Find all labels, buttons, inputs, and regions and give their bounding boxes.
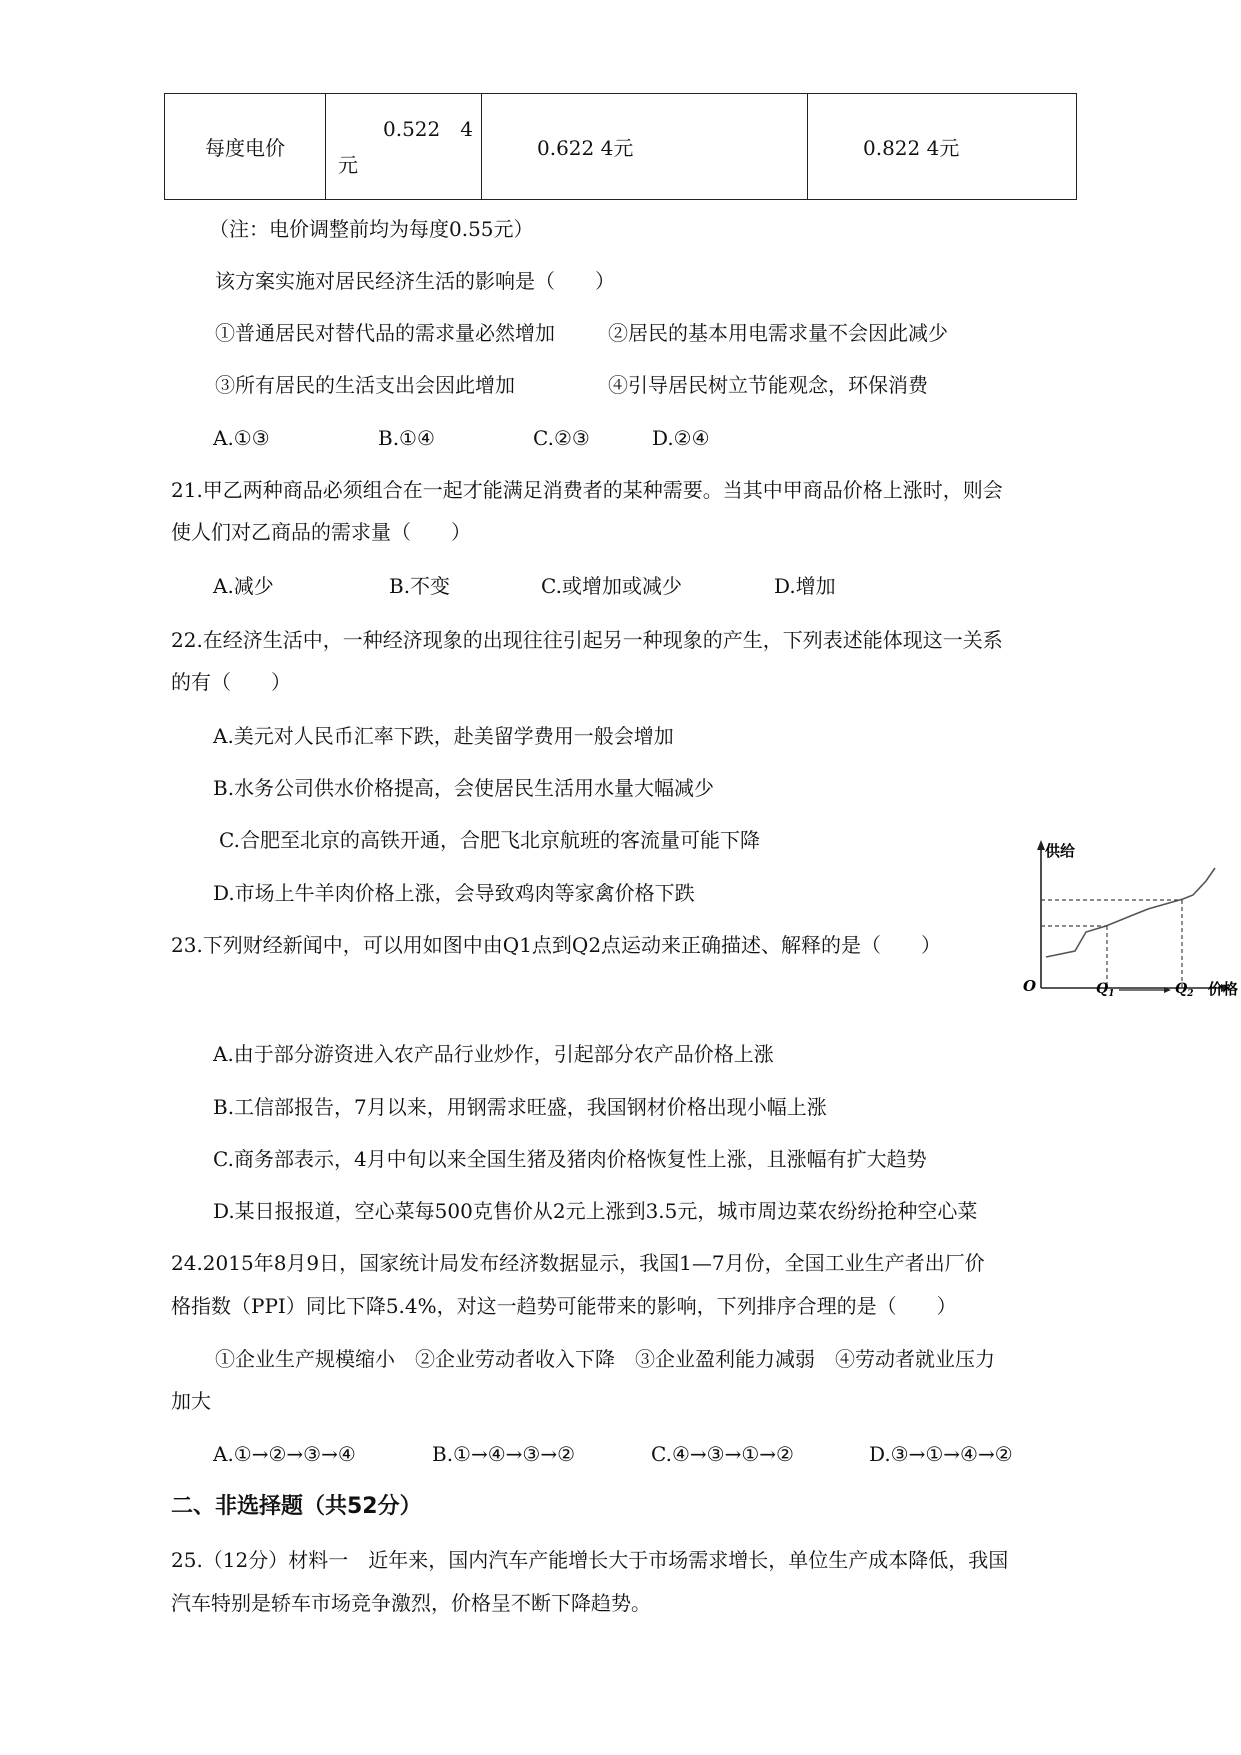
y-axis-arrow [1037, 840, 1045, 850]
table-cell-price-2: 0.622 4元 [482, 94, 808, 200]
q24-stem-line-1: 24.2015年8月9日，国家统计局发布经济数据显示，我国1—7月份，全国工业生产者出厂价 [171, 1251, 985, 1275]
table-cell-price-3: 0.822 4元 [808, 94, 1077, 200]
q22-option-c: C.合肥至北京的高铁开通，合肥飞北京航班的客流量可能下降 [219, 828, 760, 852]
q20-option-a: A.①③ [213, 426, 270, 450]
q21-stem-line-1: 21.甲乙两种商品必须组合在一起才能满足消费者的某种需要。当其中甲商品价格上涨时，则会 [171, 478, 1003, 502]
q25-material-line-2: 汽车特别是轿车市场竞争激烈，价格呈不断下降趋势。 [171, 1591, 651, 1615]
section-title: 二、非选择题（共52分） [171, 1494, 422, 1519]
q24-option-b: B.①→④→③→② [432, 1442, 576, 1466]
table-note: （注：电价调整前均为每度0.55元） [209, 217, 534, 241]
price-1-value: 0.522 4 [383, 116, 473, 141]
q23-option-c: C.商务部表示，4月中旬以来全国生猪及猪肉价格恢复性上涨，且涨幅有扩大趋势 [213, 1147, 927, 1171]
q23-stem: 23.下列财经新闻中，可以用如图中由Q1点到Q2点运动来正确描述、解释的是（ ） [171, 933, 942, 957]
q24-option-a: A.①→②→③→④ [213, 1442, 356, 1466]
q21-option-a: A.减少 [213, 574, 274, 598]
q22-option-d: D.市场上牛羊肉价格上涨，会导致鸡肉等家禽价格下跌 [213, 881, 695, 905]
q2-letter: Q [1175, 981, 1188, 997]
q1-subscript: 1 [1108, 989, 1115, 999]
q1-letter: Q [1096, 981, 1109, 997]
q21-option-b: B.不变 [389, 574, 451, 598]
supply-curve [1046, 868, 1215, 957]
price-1-unit: 元 [338, 152, 358, 177]
q20-option-c: C.②③ [533, 426, 590, 450]
supply-price-diagram [1018, 838, 1241, 1003]
q20-item-4: ④引导居民树立节能观念，环保消费 [608, 373, 928, 397]
table-cell-price-1 [326, 94, 482, 200]
q24-option-c: C.④→③→①→② [651, 1442, 794, 1466]
q24-stem-line-2: 格指数（PPI）同比下降5.4%，对这一趋势可能带来的影响，下列排序合理的是（ ） [171, 1294, 957, 1318]
q20-option-b: B.①④ [378, 426, 435, 450]
q24-items: ①企业生产规模缩小 ②企业劳动者收入下降 ③企业盈利能力减弱 ④劳动者就业压力 [215, 1347, 995, 1371]
q20-option-d: D.②④ [652, 426, 710, 450]
table-cell-label: 每度电价 [165, 94, 326, 200]
q25-material-line-1: 25.（12分）材料一 近年来，国内汽车产能增长大于市场需求增长，单位生产成本降低，我国 [171, 1548, 1009, 1572]
q23-option-d: D.某日报报道，空心菜每500克售价从2元上涨到3.5元，城市周边菜农纷纷抢种空心菜 [213, 1199, 978, 1223]
table-row [165, 94, 1077, 200]
q22-option-a: A.美元对人民币汇率下跌，赴美留学费用一般会增加 [213, 724, 674, 748]
q21-option-c: C.或增加或减少 [541, 574, 682, 598]
q1-label [1096, 981, 1114, 999]
y-axis-label: 供给 [1045, 842, 1076, 860]
q23-option-a: A.由于部分游资进入农产品行业炒作，引起部分农产品价格上涨 [213, 1042, 774, 1066]
origin-label: O [1023, 977, 1037, 995]
q20-stem: 该方案实施对居民经济生活的影响是（ ） [215, 269, 615, 293]
q20-item-1: ①普通居民对替代品的需求量必然增加 [215, 321, 555, 345]
q20-item-3: ③所有居民的生活支出会因此增加 [215, 373, 515, 397]
price-table [164, 93, 1077, 200]
q22-stem-line-1: 22.在经济生活中，一种经济现象的出现往往引起另一种现象的产生，下列表述能体现这一关系 [171, 628, 1003, 652]
q24-option-d: D.③→①→④→② [869, 1442, 1013, 1466]
q23-option-b: B.工信部报告，7月以来，用钢需求旺盛，我国钢材价格出现小幅上涨 [213, 1095, 827, 1119]
q21-option-d: D.增加 [774, 574, 836, 598]
q2-subscript: 2 [1187, 989, 1194, 999]
x-axis-label: 价格 [1208, 980, 1239, 998]
q22-option-b: B.水务公司供水价格提高，会使居民生活用水量大幅减少 [213, 776, 715, 800]
q22-stem-line-2: 的有（ ） [171, 670, 291, 694]
q20-item-2: ②居民的基本用电需求量不会因此减少 [608, 321, 948, 345]
q24-items-continued: 加大 [171, 1389, 211, 1413]
q2-label [1175, 981, 1193, 999]
q21-stem-line-2: 使人们对乙商品的需求量（ ） [171, 520, 471, 544]
